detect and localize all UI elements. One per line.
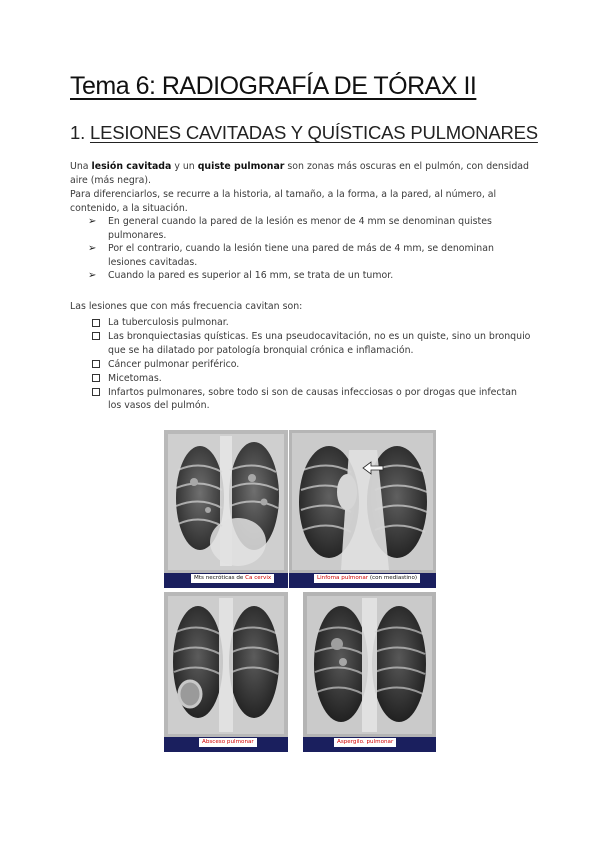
caption-lymphoma-text: (con mediastino) [368, 575, 418, 581]
lesions-intro: Las lesiones que con más frecuencia cavitan son: [70, 301, 303, 312]
caption-aspergillosis-red: Aspergilo. pulmonar [337, 739, 394, 745]
checkbox-icon [92, 332, 100, 340]
section-heading [70, 122, 538, 144]
intro-bold-quiste: quiste pulmonar [197, 161, 285, 172]
intro-text-3: son zonas más oscuras en el pulmón, con densidad aire (más negra). [70, 161, 530, 186]
checkbox-list-item [92, 386, 532, 413]
checkbox-item-text: La tuberculosis pulmonar. [108, 317, 229, 328]
arrow-bullet-icon: ➢ [88, 216, 97, 227]
checkbox-list [92, 316, 532, 413]
caption-abscess [198, 737, 258, 748]
checkbox-icon [92, 374, 100, 382]
arrow-list [88, 215, 528, 283]
xray-image-aspergillosis [303, 592, 436, 752]
xray-image-lymphoma [289, 430, 436, 588]
arrow-list-item [88, 215, 528, 242]
caption-lymphoma-red: Linfoma pulmonar [317, 575, 369, 581]
checkbox-list-item [92, 358, 532, 372]
checkbox-icon [92, 360, 100, 368]
checkbox-item-text: Infartos pulmonares, sobre todo si son de causas infecciosas o por drogas que infectan los vasos del pulmón. [108, 386, 517, 412]
arrow-item-text: En general cuando la pared de la lesión es menor de 4 mm se denominan quistes pulmonares. [108, 216, 492, 241]
caption-metastases-text: Mts necróticas de [194, 575, 246, 581]
caption-abscess-red: Absceso pulmonar [202, 739, 254, 745]
intro-text-2: y un [171, 161, 198, 172]
caption-metastases-red: Ca cervix [245, 575, 272, 581]
intro-text-1: Una [70, 161, 92, 172]
checkbox-list-item [92, 330, 532, 357]
arrow-bullet-icon: ➢ [88, 270, 97, 282]
arrow-bullet-icon: ➢ [88, 243, 97, 255]
checkbox-icon [92, 319, 100, 327]
checkbox-item-text: Cáncer pulmonar periférico. [108, 358, 240, 370]
section-number: 1. [70, 122, 86, 143]
differentiate-paragraph: Para diferenciarlos, se recurre a la historia, al tamaño, a la forma, a la pared, al número, al contenido, a la situación. [70, 189, 497, 214]
checkbox-item-text: Las bronquiectasias quísticas. Es una pseudocavitación, no es un quiste, sino un bronquio que se ha dilatado por patología bronquial crónica e inflamación. [108, 330, 531, 356]
xray-image-metastases [164, 430, 288, 588]
caption-lymphoma [313, 573, 421, 584]
arrow-list-item [88, 242, 528, 269]
xray-image-abscess [164, 592, 288, 752]
arrow-item-text: Por el contrario, cuando la lesión tiene una pared de más de 4 mm, se denominan lesiones cavitadas. [108, 243, 494, 268]
caption-metastases [190, 573, 275, 584]
checkbox-list-item [92, 316, 532, 330]
checkbox-icon [92, 388, 100, 396]
intro-bold-cavitada: lesión cavitada [91, 161, 172, 172]
checkbox-item-text: Micetomas. [108, 372, 162, 384]
intro-paragraph [70, 160, 530, 187]
caption-aspergillosis [333, 737, 397, 748]
page-title: Tema 6: RADIOGRAFÍA DE TÓRAX II [70, 72, 477, 100]
arrow-item-text: Cuando la pared es superior al 16 mm, se trata de un tumor. [108, 270, 394, 282]
section-title: LESIONES CAVITADAS Y QUÍSTICAS PULMONARES [89, 122, 538, 143]
arrow-list-item [88, 269, 528, 283]
checkbox-list-item [92, 372, 532, 386]
